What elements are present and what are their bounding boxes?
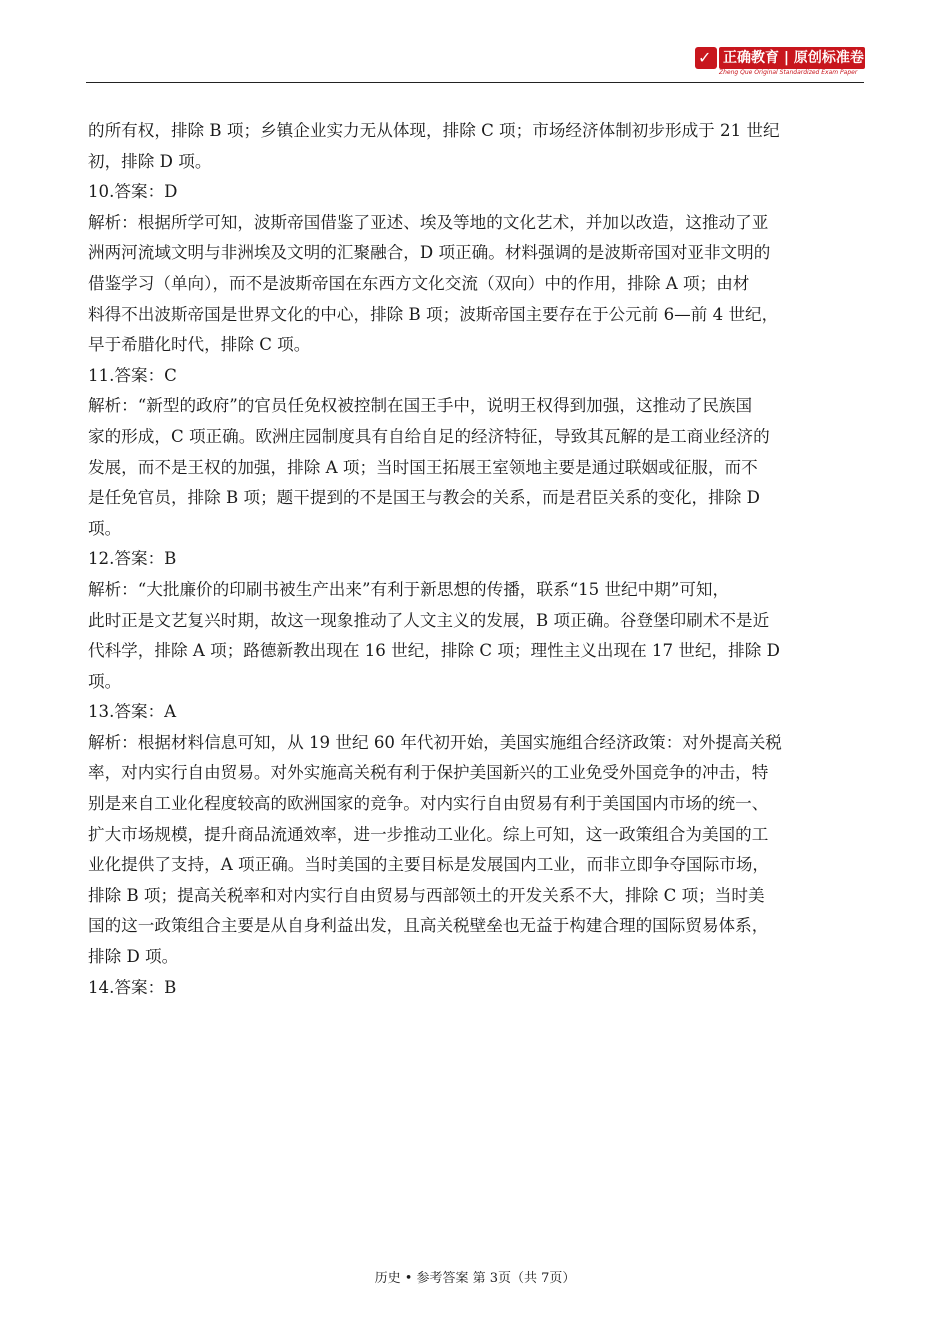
text-line: 业化提供了支持，A 项正确。当时美国的主要目标是发展国内工业，而非立即争夺国际市场， bbox=[88, 855, 770, 875]
text-line: 解析：根据所学可知，波斯帝国借鉴了亚述、埃及等地的文化艺术，并加以改造，这推动了亚 bbox=[88, 212, 769, 232]
text-line: 项。 bbox=[88, 671, 122, 691]
answer-content bbox=[88, 116, 864, 1003]
text-line: 排除 D 项。 bbox=[88, 947, 179, 967]
text-line: 代科学，排除 A 项；路德新教出现在 16 世纪，排除 C 项；理性主义出现在 17 世纪，排除 D bbox=[88, 641, 780, 661]
answer-heading: 10.答案：D bbox=[88, 182, 178, 202]
text-line: 家的形成，C 项正确。欧洲庄园制度具有自给自足的经济特征，导致其瓦解的是工商业经济的 bbox=[88, 426, 770, 446]
text-line: 料得不出波斯帝国是世界文化的中心，排除 B 项；波斯帝国主要存在于公元前 6—前 4 世纪， bbox=[88, 304, 779, 324]
text-line: 率，对内实行自由贸易。对外实施高关税有利于保护美国新兴的工业免受外国竞争的冲击，特 bbox=[88, 763, 769, 783]
text-line: 早于希腊化时代，排除 C 项。 bbox=[88, 335, 311, 355]
text-line: 是任免官员，排除 B 项；题干提到的不是国王与教会的关系，而是君臣关系的变化，排除 D bbox=[88, 488, 760, 508]
text-line: 扩大市场规模，提升商品流通效率，进一步推动工业化。综上可知，这一政策组合为美国的工 bbox=[88, 824, 769, 844]
text-line: 洲两河流域文明与非洲埃及文明的汇聚融合，D 项正确。材料强调的是波斯帝国对亚非文明的 bbox=[88, 243, 771, 263]
text-line: 解析：“新型的政府”的官员任免权被控制在国王手中，说明王权得到加强，这推动了民族国 bbox=[88, 396, 753, 416]
check-icon: ✓ bbox=[695, 47, 717, 69]
text-line: 别是来自工业化程度较高的欧洲国家的竞争。对内实行自由贸易有利于美国国内市场的统一、 bbox=[88, 794, 769, 814]
text-line: 此时正是文艺复兴时期，故这一现象推动了人文主义的发展，B 项正确。谷登堡印刷术不是近 bbox=[88, 610, 770, 630]
text-line: 项。 bbox=[88, 518, 122, 538]
text-line: 借鉴学习（单向），而不是波斯帝国在东西方文化交流（双向）中的作用，排除 A 项；由材 bbox=[88, 273, 750, 293]
logo-subtitle: Zheng Que Original Standardized Exam Paper bbox=[719, 69, 858, 76]
text-line: 解析：根据材料信息可知，从 19 世纪 60 年代初开始，美国实施组合经济政策：对外提高关税 bbox=[88, 732, 782, 752]
answer-heading: 13.答案：A bbox=[88, 702, 177, 722]
answer-heading: 11.答案：C bbox=[88, 365, 177, 385]
page-footer: 历史 • 参考答案 第 3页（共 7页） bbox=[374, 1271, 576, 1286]
text-line: 解析：“大批廉价的印刷书被生产出来”有利于新思想的传播，联系“15 世纪中期”可知， bbox=[88, 579, 730, 599]
answer-heading: 12.答案：B bbox=[88, 549, 177, 569]
text-line: 排除 B 项；提高关税率和对内实行自由贸易与西部领土的开发关系不大，排除 C 项；当时美 bbox=[88, 885, 765, 905]
text-line: 国的这一政策组合主要是从自身利益出发，且高关税壁垒也无益于构建合理的国际贸易体系， bbox=[88, 916, 769, 936]
header-rule bbox=[86, 82, 864, 83]
text-line: 初，排除 D 项。 bbox=[88, 151, 212, 171]
text-line: 的所有权，排除 B 项；乡镇企业实力无从体现，排除 C 项；市场经济体制初步形成于 21 世纪 bbox=[88, 121, 780, 140]
brand-logo bbox=[695, 47, 865, 77]
logo-title: 正确教育 | 原创标准卷 bbox=[719, 47, 865, 69]
text-line: 发展，而不是王权的加强，排除 A 项；当时国王拓展王室领地主要是通过联姻或征服，而不 bbox=[88, 457, 758, 477]
answer-heading: 14.答案：B bbox=[88, 977, 177, 997]
